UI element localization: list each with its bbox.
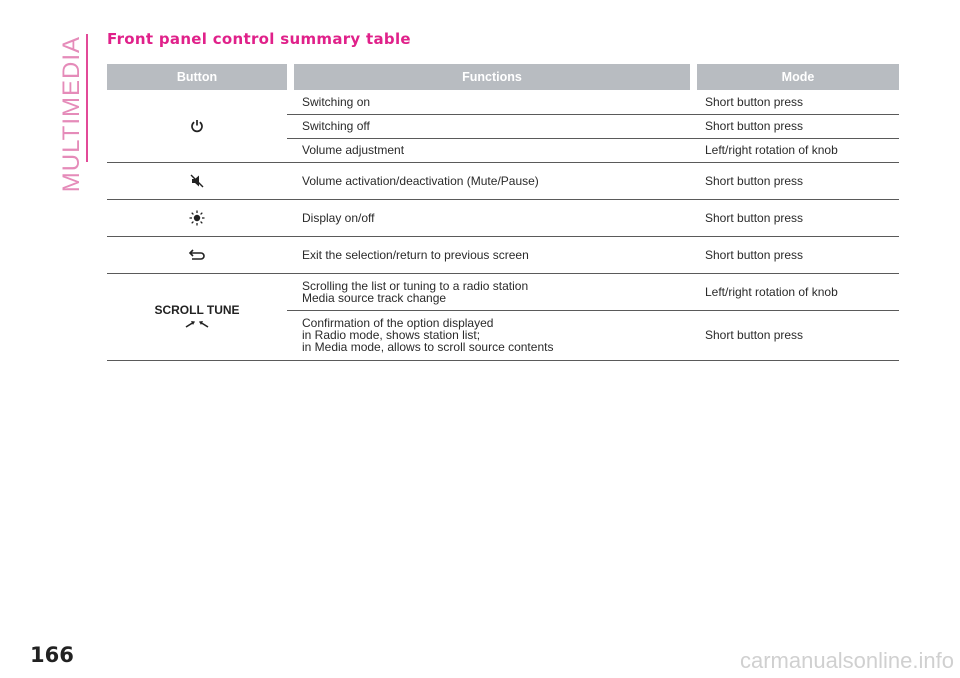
watermark: carmanualsonline.info bbox=[739, 648, 954, 673]
page-number: 166 bbox=[30, 643, 74, 667]
page-heading: Front panel control summary table bbox=[107, 30, 411, 48]
mode-cell: Short button press bbox=[697, 236, 899, 273]
section-divider bbox=[86, 34, 88, 162]
function-cell: Volume adjustment bbox=[294, 138, 690, 162]
scroll-tune-label: SCROLL TUNE bbox=[154, 303, 240, 317]
function-cell: Scrolling the list or tuning to a radio station Media source track change bbox=[294, 273, 690, 310]
function-cell: Confirmation of the option displayed in Radio mode, shows station list; in Media mode, allows to scroll source contents bbox=[294, 310, 690, 360]
column-header-functions: Functions bbox=[294, 64, 690, 90]
mode-cell: Short button press bbox=[697, 199, 899, 236]
function-cell: Switching off bbox=[294, 114, 690, 138]
mode-cell: Left/right rotation of knob bbox=[697, 273, 899, 310]
control-summary-table bbox=[107, 64, 899, 361]
section-label-text: MULTIMEDIA bbox=[58, 36, 85, 193]
column-header-button: Button bbox=[107, 64, 287, 90]
button-cell-display bbox=[107, 199, 287, 236]
function-cell: Volume activation/deactivation (Mute/Pause) bbox=[294, 162, 690, 199]
mode-cell: Left/right rotation of knob bbox=[697, 138, 899, 162]
mode-cell: Short button press bbox=[697, 162, 899, 199]
back-arrow-icon bbox=[107, 248, 287, 262]
mode-cell: Short button press bbox=[697, 310, 899, 360]
power-icon bbox=[107, 119, 287, 133]
button-cell-scroll-tune bbox=[107, 273, 287, 360]
mute-icon bbox=[107, 173, 287, 189]
button-cell-back bbox=[107, 236, 287, 273]
function-cell: Exit the selection/return to previous screen bbox=[294, 236, 690, 273]
brightness-icon bbox=[107, 210, 287, 226]
table-row bbox=[107, 90, 899, 114]
mode-cell: Short button press bbox=[697, 114, 899, 138]
table-row bbox=[107, 273, 899, 310]
table-row bbox=[107, 236, 899, 273]
function-cell: Switching on bbox=[294, 90, 690, 114]
table-row bbox=[107, 199, 899, 236]
table-header-row bbox=[107, 64, 899, 90]
mode-cell: Short button press bbox=[697, 90, 899, 114]
column-header-mode: Mode bbox=[697, 64, 899, 90]
button-cell-power bbox=[107, 90, 287, 162]
button-cell-mute bbox=[107, 162, 287, 199]
rotate-knob-icon bbox=[107, 319, 287, 329]
function-cell: Display on/off bbox=[294, 199, 690, 236]
table-row bbox=[107, 162, 899, 199]
